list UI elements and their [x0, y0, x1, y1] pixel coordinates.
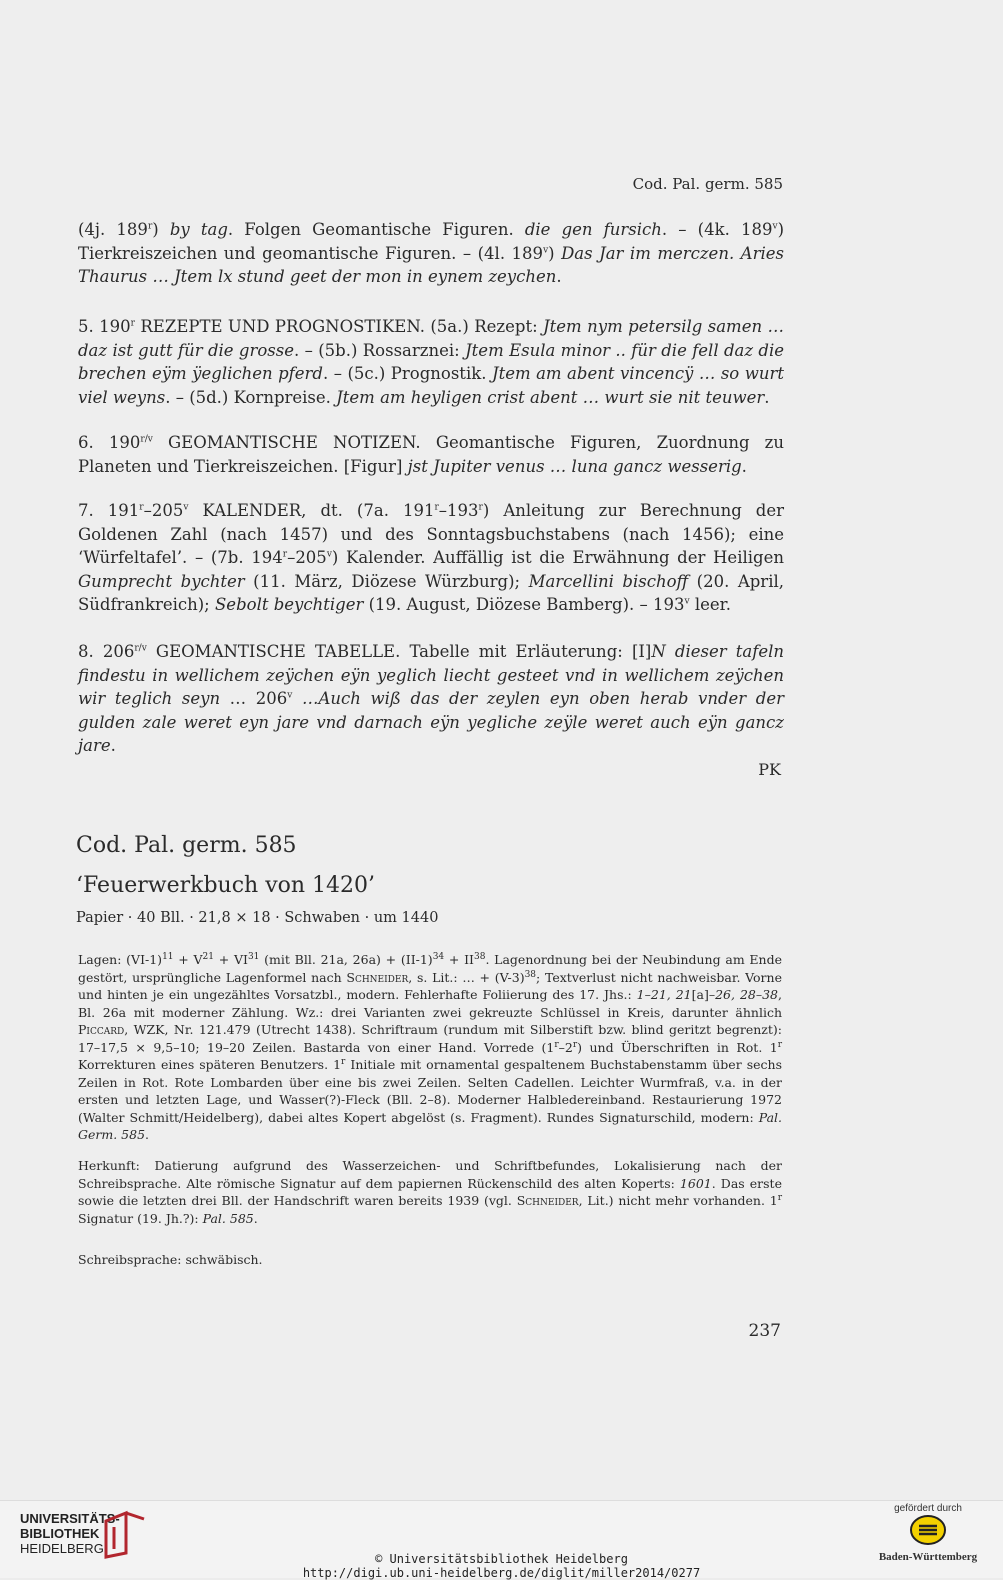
- entry-4j: (4j. 189$^r$) by tag. Folgen Geomantische Figuren. die gen fursich. – (4k. 189$^v$) Tierkreiszeichen und geomantische Figuren. – (4l. 189$^v$) Das Jar im merczen. Aries Thaurus … Jtem lx stund geet der mon in eynem zeychen.: [78, 220, 784, 286]
- page-number: 237: [748, 1321, 781, 1341]
- copyright-text: © Universitätsbibliothek Heidelberg: [375, 1552, 628, 1566]
- library-name-line1: UNIVERSITÄTS-: [20, 1511, 120, 1526]
- manuscript-signature: Cod. Pal. germ. 585: [76, 833, 297, 858]
- codicology-paragraph: Lagen: $(VI-1)^{11} + V^{21} + VI^{31}$ (mit Bll. 21a, $26a) + (II-1)^{34} + II^{38}$. Lagenordnung bei der Neubindung am Ende gestört, ursprüngliche Lagenformel nach Schneider, s. Lit.: … + $(V-3)^{38}$; Textverlust nicht nachweisbar. Vorne und hinten je ein ungezähltes Vorsatzbl., modern. Fehlerhafte Foliierung des 17. Jhs.: 1–21, 21[a]–26, 28–38, Bl. 26a mit moderner Zählung. Wz.: drei Varianten zwei gekreuzte Schlüssel in Kreis, darunter ähnlich Piccard, WZK, Nr. 121.479 (Utrecht 1438). Schriftraum (rundum mit Silberstift bzw. blind geritzt begrenzt): 17–17,5 × 9,5–10; 19–20 Zeilen. Bastarda von einer Hand. Vorrede (1$^r$–2$^r$) und Überschriften in Rot. 1$^r$ Korrekturen eines späteren Benutzers. 1$^r$ Initiale mit ornamental gespaltenem Buchstabenstamm über sechs Zeilen in Rot. Rote Lombarden über eine bis zwei Zeilen. Selten Cadellen. Leichter Wurmfraß, v.a. in der ersten und letzten Lage, und Wasser(?)-Fleck (Bll. 2–8). Moderner Halbledereinband. Restaurierung 1972 (Walter Schmitt/Heidelberg), dabei altes Kopert abgelöst (s. Fragment). Rundes Signaturschild, modern: Pal. Germ. 585.: [78, 951, 782, 1142]
- entry-5: 5. 190$^r$ REZEPTE UND PROGNOSTIKEN. (5a.) Rezept: Jtem nym petersilg samen … daz ist gutt für die grosse. – (5b.) Rossarznei: Jtem Esula minor .. für die fell daz die brechen eÿm ÿeglichen pferd. – (5c.) Prognostik. Jtem am abent vincencÿ … so wurt viel weyns. – (5d.) Kornpreise. Jtem am heyligen crist abent … wurt sie nit teuwer.: [78, 317, 785, 407]
- entry-6: 6. $190^{r/v}$ GEOMANTISCHE NOTIZEN. Geomantische Figuren, Zuordnung zu Planeten und Tierkreiszeichen. [Figur] jst Jupiter venus … luna gancz wesserig.: [78, 433, 784, 476]
- entry-8: 8. $206^{r/v}$ GEOMANTISCHE TABELLE. Tabelle mit Erläuterung: [I]N dieser tafeln findestu in wellichem zeÿchen eÿn yeglich liecht gesteet vnd in wellichem zeÿchen wir teglich seyn … 206$^v$ …Auch wiß das der zeylen eyn oben herab vnder der gulden zale weret eyn jare vnd darnach eÿn yegliche zeÿle weret auch eÿn gancz jare.: [78, 642, 785, 755]
- manuscript-meta: Papier · 40 Bll. · 21,8 × 18 · Schwaben · um 1440: [76, 910, 439, 926]
- author-initials: PK: [758, 760, 781, 779]
- state-coat-of-arms-icon: [909, 1514, 947, 1546]
- sponsor-label: gefördert durch: [894, 1503, 962, 1514]
- sponsor-block: [873, 1503, 983, 1563]
- sponsor-name: Baden-Württemberg: [878, 1551, 978, 1563]
- library-name-line2: BIBLIOTHEK: [20, 1526, 100, 1541]
- footer-text: [0, 1552, 1003, 1580]
- language-line: Schreibsprache: schwäbisch.: [78, 1252, 263, 1267]
- running-head: Cod. Pal. germ. 585: [632, 175, 783, 193]
- provenance-paragraph: Herkunft: Datierung aufgrund des Wasserzeichen- und Schriftbefundes, Lokalisierung nach der Schreibsprache. Alte römische Signatur auf dem papiernen Rückenschild des alten Koperts: 1601. Das erste sowie die letzten drei Bll. der Handschrift waren bereits 1939 (vgl. Schneider, Lit.) nicht mehr vorhanden. 1$^r$ Signatur (19. Jh.?): Pal. 585.: [78, 1158, 782, 1226]
- footer-bar: [0, 1500, 1003, 1578]
- permalink[interactable]: http://digi.ub.uni-heidelberg.de/diglit/miller2014/0277: [302, 1566, 701, 1580]
- library-name-line3: HEIDELBERG: [20, 1541, 104, 1556]
- entry-7: 7. 191$^r$–205$^v$ KALENDER, dt. (7a. 191$^r$–193$^r$) Anleitung zur Berechnung der Goldenen Zahl (nach 1457) und des Sonntagsbuchstabens (nach 1456); eine ‘Würfeltafel’. – (7b. 194$^r$–205$^v$) Kalender. Auffällig ist die Erwähnung der Heiligen Gumprecht bychter (11. März, Diözese Würzburg); Marcellini bischoff (20. April, Südfrankreich); Sebolt beychtiger (19. August, Diözese Bamberg). – 193$^v$ leer.: [78, 501, 785, 614]
- manuscript-title: ‘Feuerwerkbuch von 1420’: [76, 873, 376, 898]
